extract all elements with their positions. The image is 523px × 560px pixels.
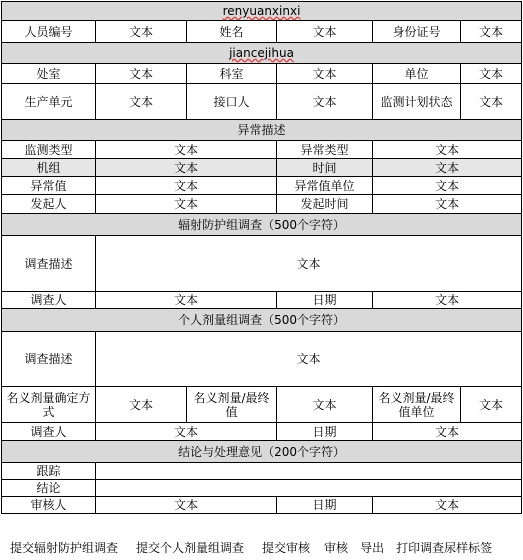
tracking-field[interactable] (96, 463, 522, 480)
label-dose-desc: 调查描述 (2, 332, 96, 387)
plan-status-field[interactable]: 文本 (461, 84, 522, 120)
anomaly-unit-field[interactable]: 文本 (373, 177, 522, 195)
initiate-time-field[interactable]: 文本 (373, 195, 522, 214)
nominal-final-unit-field[interactable]: 文本 (461, 387, 522, 423)
contact-field[interactable]: 文本 (277, 84, 373, 120)
dose-desc-field[interactable]: 文本 (96, 332, 522, 387)
anomaly-value-field[interactable]: 文本 (96, 177, 277, 195)
name-field[interactable]: 文本 (277, 21, 373, 43)
label-anomaly-value: 异常值 (2, 177, 96, 195)
label-dose-investigator: 调查人 (2, 423, 96, 441)
label-tracking: 跟踪 (2, 463, 96, 480)
label-radiation-desc: 调查描述 (2, 236, 96, 292)
initiator-field[interactable]: 文本 (96, 195, 277, 214)
label-monitor-type: 监测类型 (2, 141, 96, 159)
nominal-final-field[interactable]: 文本 (277, 387, 373, 423)
label-time: 时间 (277, 159, 373, 177)
section-plan-header (2, 43, 522, 64)
monitor-type-field[interactable]: 文本 (96, 141, 277, 159)
label-nominal-method: 名义剂量确定方式 (2, 387, 96, 423)
export-button[interactable]: 导出 (360, 540, 385, 555)
id-card-field[interactable]: 文本 (461, 21, 522, 43)
radiation-investigator-field[interactable]: 文本 (96, 292, 277, 309)
label-anomaly-unit: 异常值单位 (277, 177, 373, 195)
label-nominal-final: 名义剂量/最终值 (187, 387, 277, 423)
label-dose-date: 日期 (277, 423, 373, 441)
label-name: 姓名 (187, 21, 277, 43)
submit-review-button[interactable]: 提交审核 (262, 540, 311, 555)
nominal-method-field[interactable]: 文本 (96, 387, 187, 423)
anomaly-type-field[interactable]: 文本 (373, 141, 522, 159)
submit-radiation-button[interactable]: 提交辐射防护组调查 (10, 540, 119, 555)
section-anomaly-header: 异常描述 (2, 120, 522, 141)
section-radiation-header: 辐射防护组调查（500个字符） (2, 214, 522, 236)
radiation-date-field[interactable]: 文本 (373, 292, 522, 309)
section-title: jiancejihua (229, 46, 294, 60)
label-division: 处室 (2, 64, 96, 84)
print-label-button[interactable]: 打印调查尿样标签 (396, 540, 493, 555)
label-initiator: 发起人 (2, 195, 96, 214)
section-dose-header: 个人剂量组调查（500个字符） (2, 309, 522, 332)
conclusion-field[interactable] (96, 480, 522, 497)
section-title: renyuanxinxi (222, 4, 301, 18)
label-reviewer: 审核人 (2, 497, 96, 514)
label-contact: 接口人 (187, 84, 277, 120)
label-conclusion: 结论 (2, 480, 96, 497)
label-radiation-investigator: 调查人 (2, 292, 96, 309)
label-unit: 单位 (373, 64, 461, 84)
reviewer-field[interactable]: 文本 (96, 497, 277, 514)
label-radiation-date: 日期 (277, 292, 373, 309)
action-bar (0, 536, 523, 558)
submit-dose-button[interactable]: 提交个人剂量组调查 (136, 540, 245, 555)
dose-investigator-field[interactable]: 文本 (96, 423, 277, 441)
review-date-field[interactable]: 文本 (373, 497, 522, 514)
label-id-card: 身份证号 (373, 21, 461, 43)
label-unit-machine: 机组 (2, 159, 96, 177)
label-anomaly-type: 异常类型 (277, 141, 373, 159)
label-initiate-time: 发起时间 (277, 195, 373, 214)
unit-field[interactable]: 文本 (461, 64, 522, 84)
section-field[interactable]: 文本 (277, 64, 373, 84)
label-nominal-final-unit: 名义剂量/最终值单位 (373, 387, 461, 423)
label-review-date: 日期 (277, 497, 373, 514)
label-section: 科室 (187, 64, 277, 84)
person-id-field[interactable]: 文本 (96, 21, 187, 43)
time-field[interactable]: 文本 (373, 159, 522, 177)
radiation-desc-field[interactable]: 文本 (96, 236, 522, 292)
anomaly-investigation-form (1, 1, 522, 514)
unit-machine-field[interactable]: 文本 (96, 159, 277, 177)
label-production-unit: 生产单元 (2, 84, 96, 120)
dose-date-field[interactable]: 文本 (373, 423, 522, 441)
label-person-id: 人员编号 (2, 21, 96, 43)
section-conclusion-header: 结论与处理意见（200个字符） (2, 441, 522, 463)
review-button[interactable]: 审核 (324, 540, 349, 555)
label-plan-status: 监测计划状态 (373, 84, 461, 120)
section-personnel-header (2, 2, 522, 21)
production-unit-field[interactable]: 文本 (96, 84, 187, 120)
division-field[interactable]: 文本 (96, 64, 187, 84)
